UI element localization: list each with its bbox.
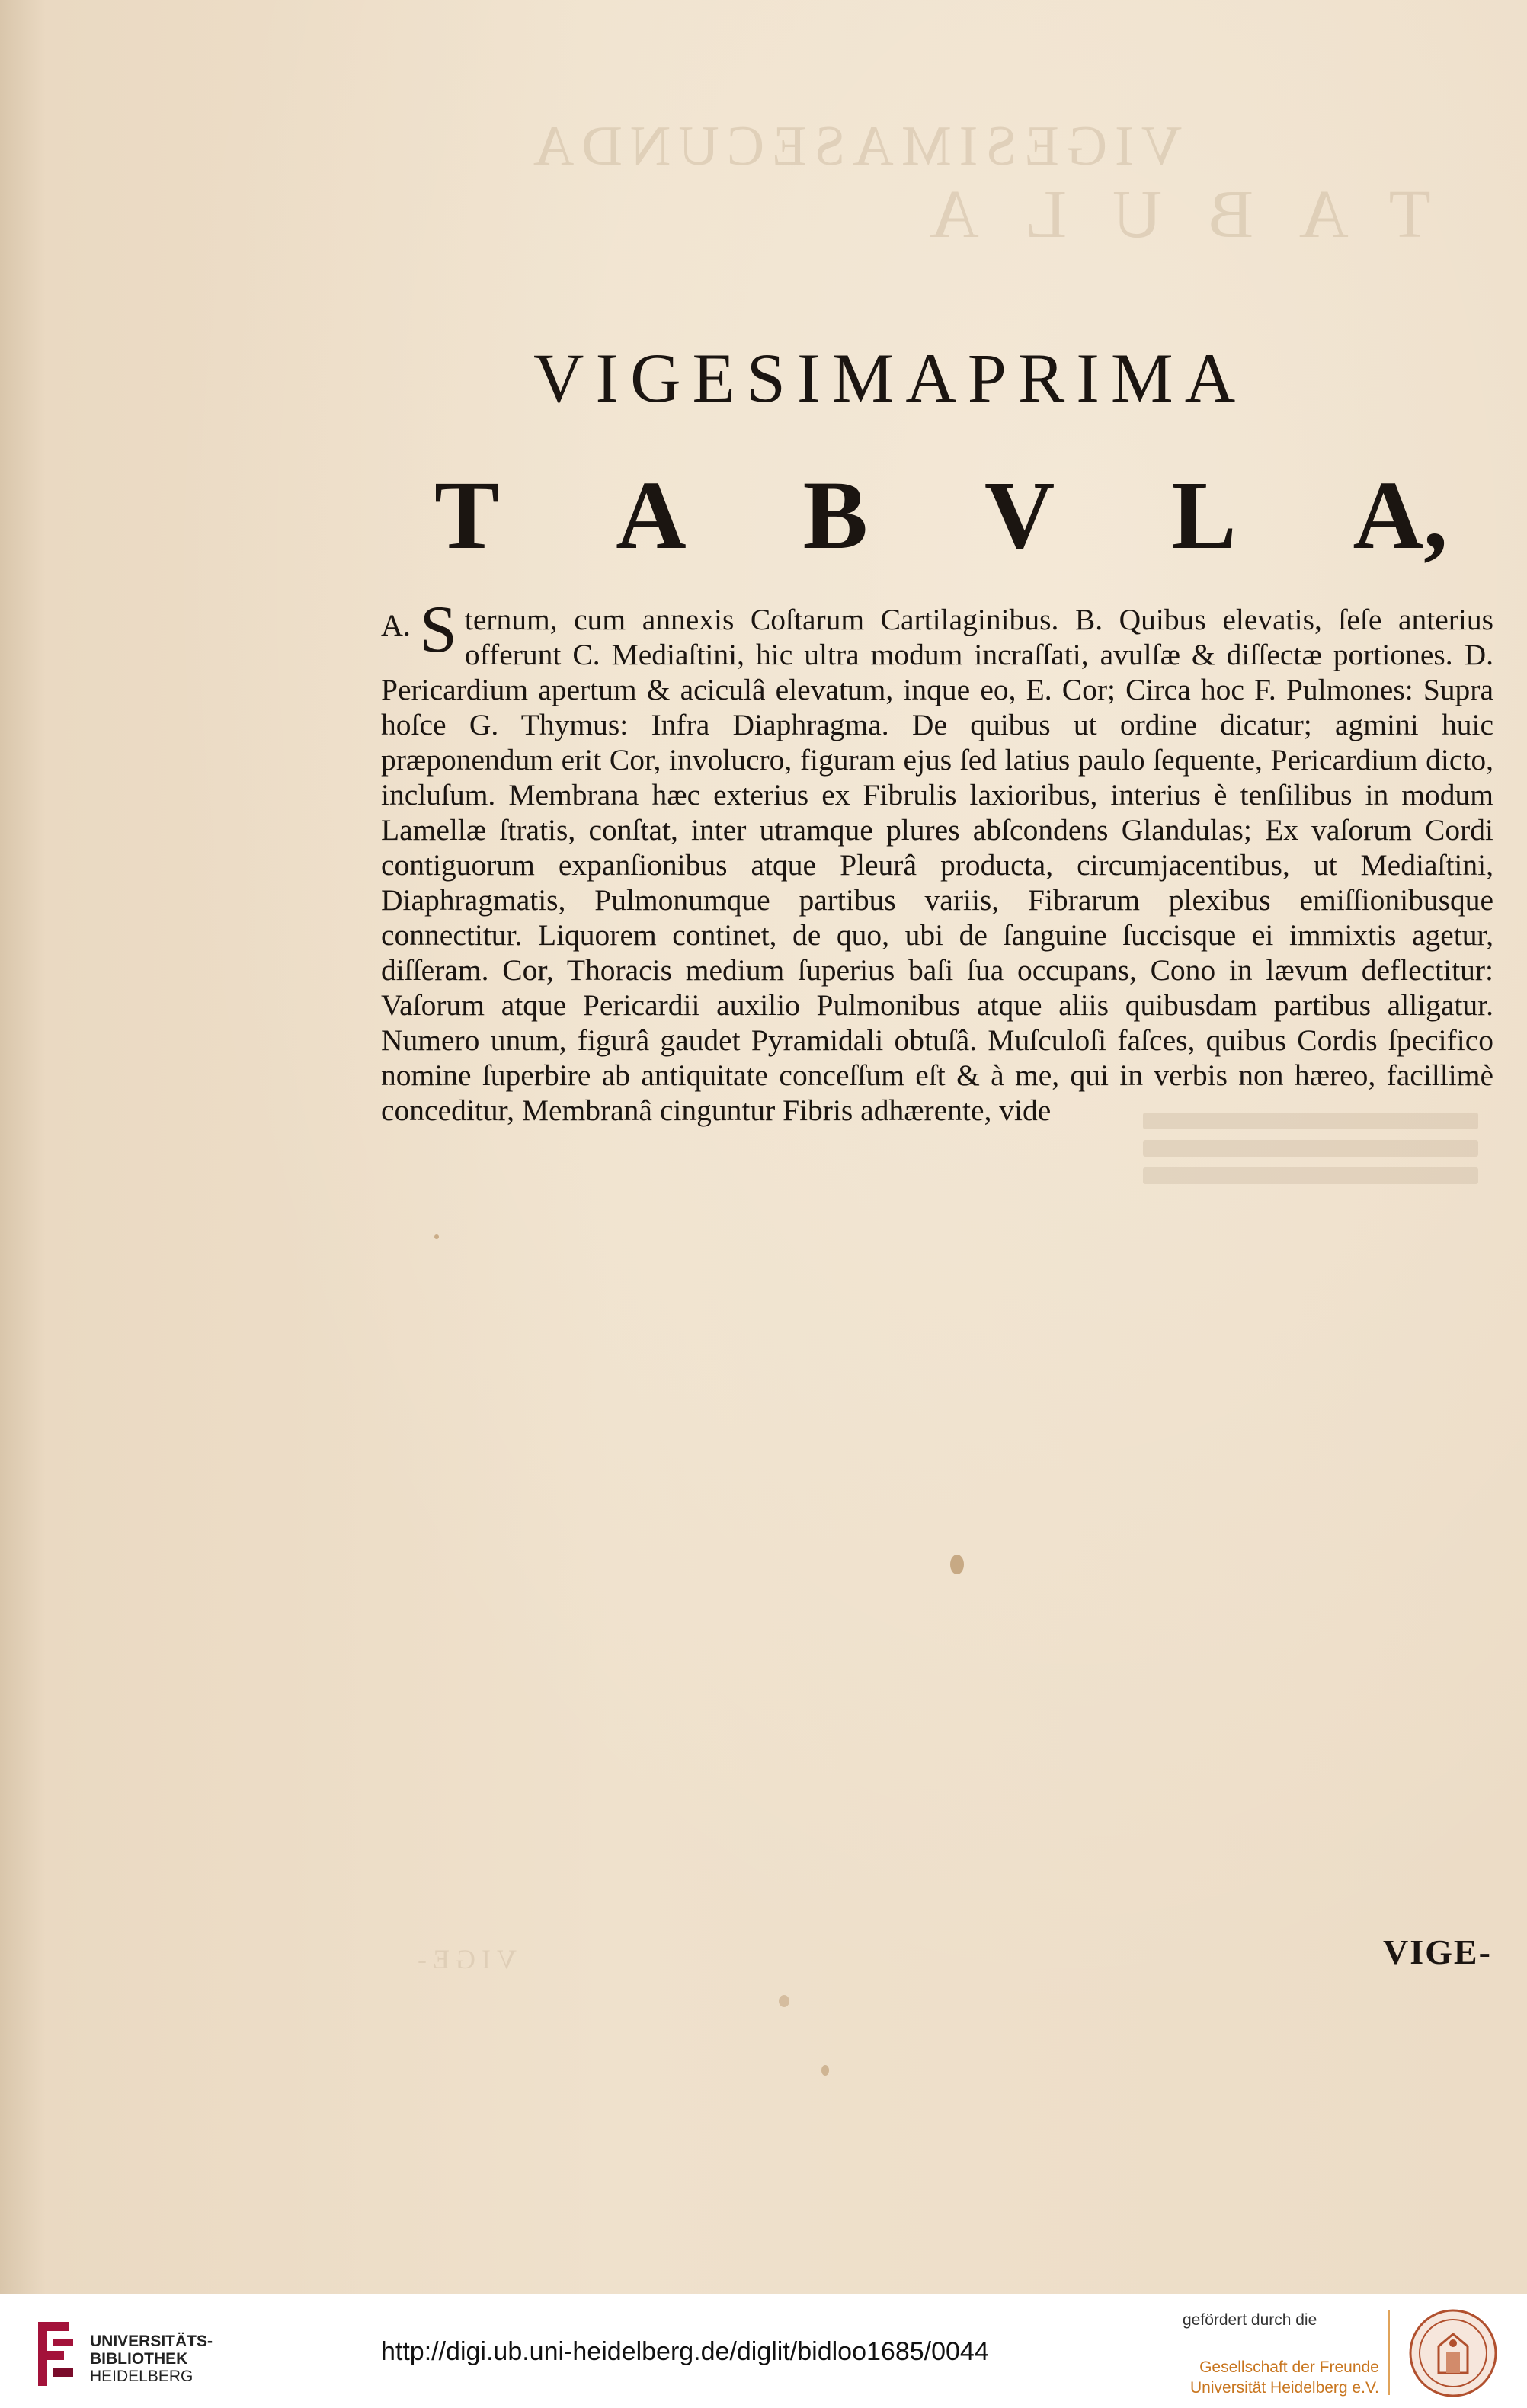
bleed-through-catchword: VIGE-: [411, 1944, 517, 1974]
funded-by-label: gefördert durch die: [1183, 2311, 1317, 2329]
stain-spot: [950, 1555, 964, 1574]
footer-divider: [1388, 2310, 1390, 2395]
tabula-heading: [434, 461, 1448, 569]
library-logo-icon[interactable]: [30, 2316, 78, 2392]
tabula-letter: A,: [1353, 461, 1448, 569]
library-logo-text[interactable]: [90, 2333, 213, 2385]
drop-cap: S: [419, 593, 457, 667]
stain-spot: [779, 1995, 789, 2007]
plate-title: VIGESIMAPRIMA: [533, 339, 1247, 417]
tabula-letter: B: [802, 461, 868, 569]
bleed-through-text: [1143, 1113, 1478, 1227]
permalink-url[interactable]: http://digi.ub.uni-heidelberg.de/diglit/bidloo1685/0044: [381, 2337, 989, 2366]
tabula-letter: V: [984, 461, 1055, 569]
stain-spot: [821, 2065, 829, 2076]
funder-name[interactable]: [1190, 2357, 1379, 2398]
bleed-through-title: VIGESIMASECUNDA: [526, 115, 1183, 178]
bleed-through-tabula: TABULA: [884, 177, 1431, 252]
paragraph-marker: A.: [381, 608, 411, 642]
funder-line: Universität Heidelberg e.V.: [1190, 2379, 1379, 2397]
tabula-letter: T: [434, 461, 500, 569]
logo-line: BIBLIOTHEK: [90, 2350, 188, 2368]
catchword: VIGE-: [1383, 1932, 1492, 1971]
university-seal-icon[interactable]: [1408, 2308, 1498, 2398]
tabula-letter: A: [616, 461, 687, 569]
stain-spot: [434, 1234, 439, 1239]
description-paragraph: [381, 593, 1493, 1128]
tabula-letter: L: [1171, 461, 1237, 569]
funder-line: Gesellschaft der Freunde: [1199, 2358, 1379, 2376]
footer-bar: [0, 2294, 1527, 2408]
body-text: ternum, cum annexis Coſtarum Cartilaginibus. B. Quibus elevatis, ſeſe anterius offerunt C. Mediaſtini, hic ultra modum incraſſati, avulſæ & diſſectæ portiones. D. Pericardium apertum & aciculâ elevatum, inque eo, E. Cor; Circa hoc F. Pulmones: Supra hoſce G. Thymus: Infra Diaphragma. De quibus ut ordine dicatur; agmini huic præponendum erit Cor, involucro, figuram ejus ſed latius paulo ſequente, Pericardium dicto, incluſum. Membrana hæc exterius ex Fibrulis laxioribus, interius è tenſilibus in modum Lamellæ ſtratis, conſtat, inter utramque plures abſcondens Glandulas; Ex vaſorum Cordi contiguorum expanſionibus atque Pleurâ producta, circumjacentibus, ut Mediaſtini, Diaphragmatis, Pulmonumque partibus variis, Fibrarum plexibus emiſſionibusque connectitur. Liquorem continet, de quo, ubi de ſanguine ſuccisque ei immixtis agetur, diſſeram. Cor, Thoracis medium ſuperius baſi ſua occupans, Cono in lævum deflectitur: Vaſorum atque Pericardii auxilio Pulmonibus atque aliis quibusdam partibus alligatur. Numero unum, figurâ gaudet Pyramidali obtuſâ. Muſculoſi faſces, quibus Cordis ſpecifico nomine ſuperbire ab antiquitate conceſſum eſt & à me, qui in verbis non hæreo, facillimè conceditur, Membranâ cinguntur Fibris adhærente, vide: [381, 603, 1493, 1127]
logo-line: UNIVERSITÄTS-: [90, 2333, 213, 2350]
logo-line: HEIDELBERG: [90, 2368, 194, 2385]
